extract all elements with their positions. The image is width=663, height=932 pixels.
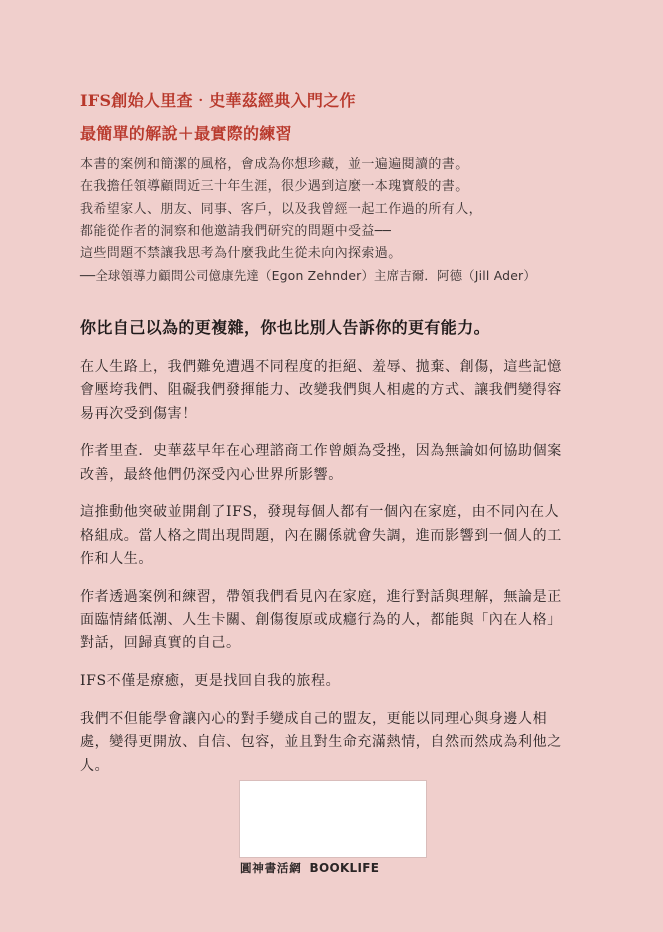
quote-attribution: ──全球領導力顧問公司億康先達（Egon Zehnder）主席吉爾．阿德（Jill Ader） xyxy=(80,268,536,284)
paragraph xyxy=(80,586,586,656)
paragraph xyxy=(80,440,586,487)
paragraph-line: 作和人生。 xyxy=(80,551,153,568)
paragraph-line: 格組成。當人格之間出現問題，內在關係就會失調，進而影響到一個人的工 xyxy=(80,527,562,544)
paragraph-line: 會壓垮我們、阻礙我們發揮能力、改變我們與人相處的方式、讓我們變得容 xyxy=(80,382,562,399)
quote-line: 我希望家人、朋友、同事、客戶，以及我曾經一起工作過的所有人， xyxy=(80,201,483,217)
paragraph-line: 在人生路上，我們難免遭遇不同程度的拒絕、羞辱、拋棄、創傷，這些記憶 xyxy=(80,359,562,375)
paragraph-line: 處，變得更開放、自信、包容，並且對生命充滿熱情，自然而然成為利他之 xyxy=(80,734,562,751)
paragraph-line: 我們不但能學會讓內心的對手變成自己的盟友，更能以同理心與身邊人相 xyxy=(80,711,548,728)
barcode-placeholder xyxy=(239,780,427,858)
headline-simple-explanation: 最簡單的解說＋最實際的練習 xyxy=(80,124,292,143)
quote-line: 本書的案例和簡潔的風格，會成為你想珍藏，並一遍遍閱讀的書。 xyxy=(80,157,469,172)
quote-line: 都能從作者的洞察和他邀請我們研究的問題中受益── xyxy=(80,223,392,239)
paragraph-line: 這推動他突破並開創了IFS，發現每個人都有一個內在家庭，由不同內在人 xyxy=(80,504,560,521)
description-body xyxy=(80,356,586,792)
paragraph xyxy=(80,708,586,778)
paragraph-line: 人。 xyxy=(80,757,110,774)
paragraph-line: 對話，回歸真實的自己。 xyxy=(80,635,241,652)
quote-line: 這些問題不禁讓我思考為什麼我此生從未向內探索過。 xyxy=(80,246,402,262)
headline-ifs-founder: IFS創始人里查‧史華茲經典入門之作 xyxy=(80,91,356,110)
publisher-name-cn: 圓神書活網 xyxy=(240,861,302,875)
paragraph-line: 改善，最終他們仍深受內心世界所影響。 xyxy=(80,466,343,483)
paragraph xyxy=(80,356,586,426)
paragraph xyxy=(80,501,586,571)
endorsement-quote xyxy=(80,154,580,288)
paragraph-line: 作者里查．史華茲早年在心理諮商工作曾頗為受挫，因為無論如何協助個案 xyxy=(80,443,562,460)
paragraph-line: IFS不僅是療癒，更是找回自我的旅程。 xyxy=(80,673,341,690)
paragraph-line: 易再次受到傷害！ xyxy=(80,405,197,422)
publisher-name-en: BOOKLIFE xyxy=(309,861,380,875)
paragraph-line: 面臨情緒低潮、人生卡關、創傷復原或成癮行為的人，都能與「內在人格」 xyxy=(80,612,562,629)
tagline: 你比自己以為的更複雜，你也比別人告訴你的更有能力。 xyxy=(80,318,491,337)
publisher-logo xyxy=(240,860,425,876)
paragraph-line: 作者透過案例和練習，帶領我們看見內在家庭，進行對話與理解，無論是正 xyxy=(80,588,562,605)
paragraph xyxy=(80,670,586,693)
quote-line: 在我擔任領導顧問近三十年生涯，很少遇到這麼一本瑰寶般的書。 xyxy=(80,179,469,195)
